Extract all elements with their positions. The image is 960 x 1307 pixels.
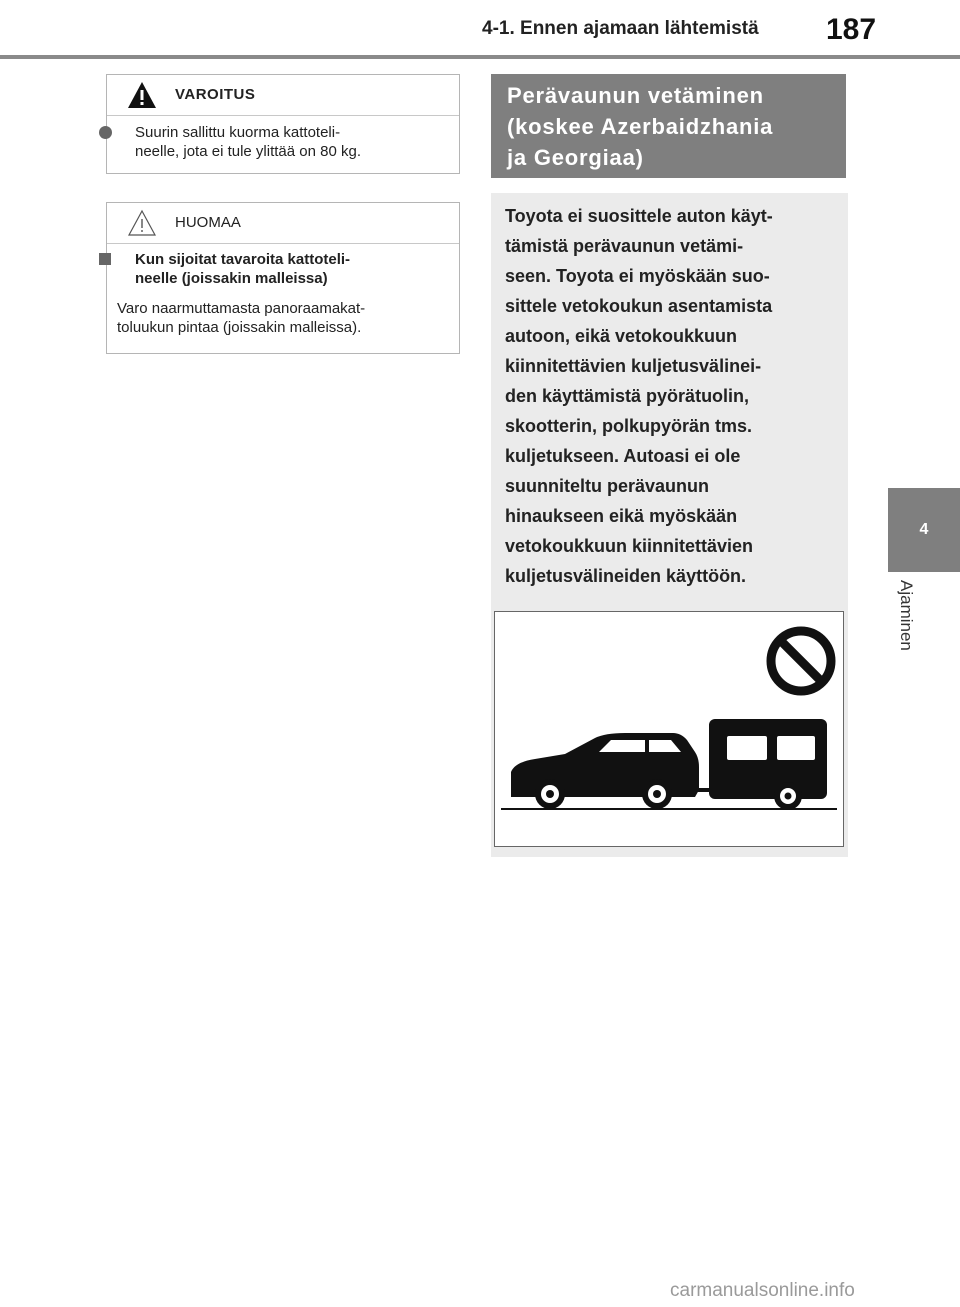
notice-subheading-line: Kun sijoitat tavaroita kattoteli- (135, 251, 351, 268)
square-bullet-icon (99, 253, 111, 265)
header-section-title: 4-1. Ennen ajamaan lähtemistä (482, 18, 759, 39)
notice-text-line: Varo naarmuttamasta panoraamakat- (117, 300, 366, 317)
chapter-tab[interactable] (888, 488, 960, 572)
trailer-silhouette-icon (709, 719, 827, 810)
header-divider (0, 55, 960, 59)
chapter-number: 4 (919, 521, 929, 538)
info-line: autoon, eikä vetokoukkuun (505, 326, 738, 346)
warning-box (106, 74, 460, 174)
info-line: hinaukseen eikä myöskään (505, 506, 738, 526)
notice-box (106, 202, 460, 354)
info-panel (491, 193, 848, 857)
section-heading-line: ja Georgiaa) (507, 145, 644, 170)
notice-text-line: toluukun pintaa (joissakin malleissa). (117, 319, 362, 336)
info-line: Toyota ei suosittele auton käyt- (505, 206, 773, 226)
info-text (505, 201, 835, 591)
notice-subheading-line: neelle (joissakin malleissa) (135, 270, 328, 287)
section-heading (491, 74, 846, 178)
caution-outline-icon (127, 209, 157, 237)
info-line: vetokoukkuun kiinnitettävien (505, 536, 754, 556)
warning-text (117, 123, 447, 161)
warning-text-line: Suurin sallittu kuorma kattoteli- (135, 124, 341, 141)
watermark: carmanualsonline.info (670, 1280, 855, 1301)
car-towing-trailer-illustration (495, 612, 843, 846)
notice-subheading (117, 250, 447, 288)
page-number: 187 (826, 13, 877, 46)
info-line: kuljetukseen. Autoasi ei ole (505, 446, 741, 466)
info-line: suunniteltu perävaunun (505, 476, 710, 496)
info-line: seen. Toyota ei myöskään suo- (505, 266, 770, 286)
car-silhouette-icon (511, 733, 699, 809)
section-heading-line: Perävaunun vetäminen (507, 83, 764, 108)
warning-title: VAROITUS (175, 86, 256, 103)
trailer-prohibited-illustration (494, 611, 844, 847)
notice-box-header (107, 203, 459, 244)
info-line: tämistä perävaunun vetämi- (505, 236, 744, 256)
info-line: sittele vetokoukun asentamista (505, 296, 773, 316)
bullet-dot-icon (99, 126, 112, 139)
info-line: kuljetusvälineiden käyttöön. (505, 566, 747, 586)
warning-text-line: neelle, jota ei tule ylittää on 80 kg. (135, 143, 361, 160)
notice-title: HUOMAA (175, 214, 241, 231)
section-heading-line: (koskee Azerbaidzhania (507, 114, 774, 139)
info-line: den käyttämistä pyörätuolin, (505, 386, 750, 406)
notice-text (117, 299, 451, 337)
warning-icon (127, 81, 157, 109)
chapter-label: Ajaminen (897, 580, 916, 651)
warning-box-header (107, 75, 459, 116)
info-line: skootterin, polkupyörän tms. (505, 416, 753, 436)
prohibited-sign-icon (771, 631, 831, 691)
info-line: kiinnitettävien kuljetusvälinei- (505, 356, 762, 376)
